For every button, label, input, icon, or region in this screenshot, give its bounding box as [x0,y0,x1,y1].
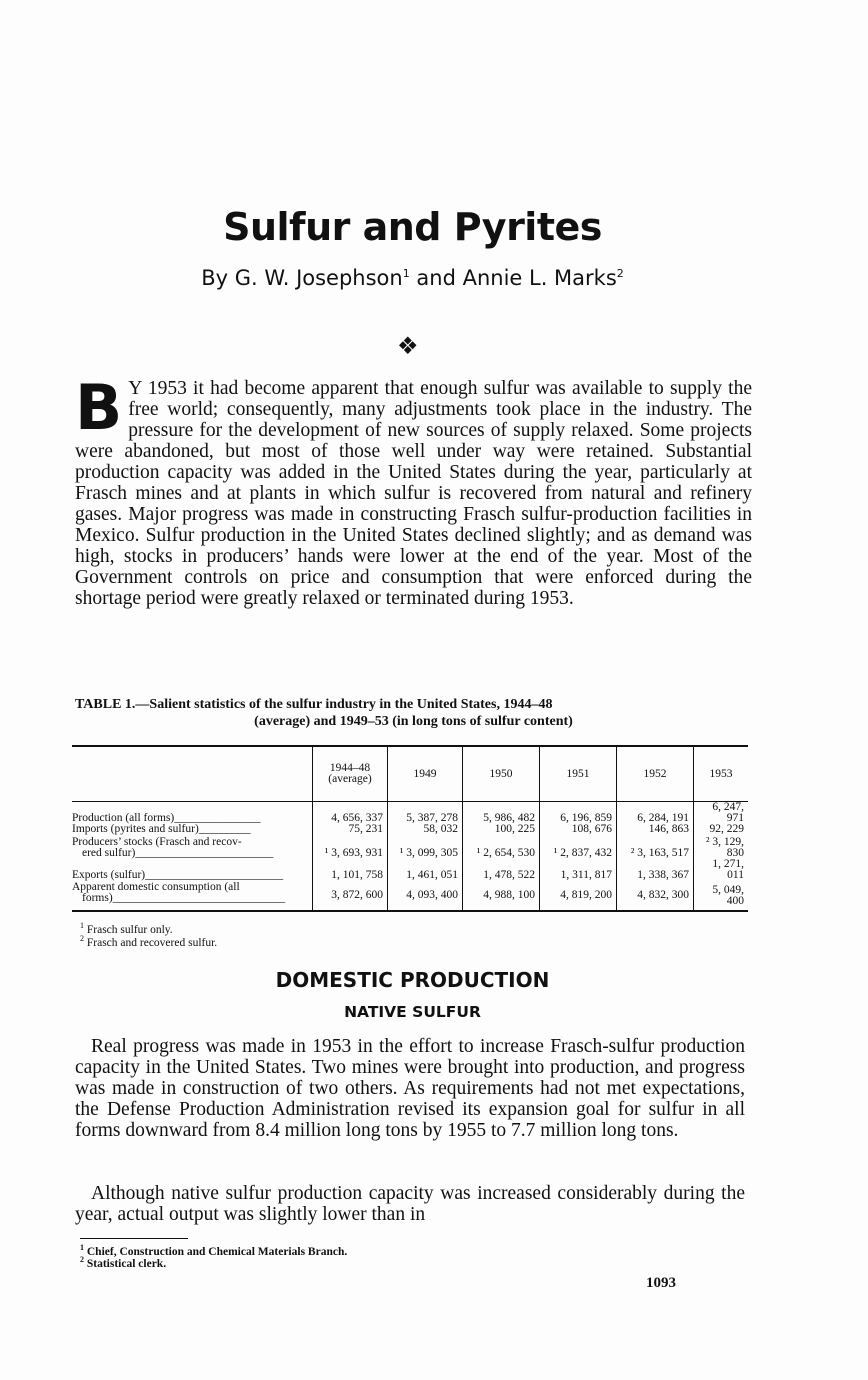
row-label: Production (all forms)_______________ [72,812,261,824]
body-paragraph: Although native sulfur production capacity was increased considerably during the year, actual output was slightly lower than in [75,1183,745,1225]
table-cell: 4, 656, 337 [313,802,388,825]
table-cell: ² 3, 129, 830 [694,835,749,859]
table-cell: 6, 284, 191 [617,802,694,825]
article-title: Sulfur and Pyrites [223,205,602,249]
row-label: Exports (sulfur)________________________ [72,869,284,881]
header-1953: 1953 [694,746,749,802]
intro-paragraph [75,371,752,609]
footnote-rule [80,1238,188,1239]
table-caption-line-2: (average) and 1949–53 (in long tons of sulfur content) [254,714,573,729]
table-cell: 92, 229 [694,824,749,835]
byline [0,266,825,290]
header-1952: 1952 [617,746,694,802]
table-cell: 1, 461, 051 [388,859,463,881]
author-1-mark: 1 [402,267,410,280]
table-cell: 4, 093, 400 [388,881,463,911]
author-1: By G. W. Josephson [201,266,403,290]
table-row [72,859,748,881]
table-footnote: $^1$ Frasch sulfur only. [80,921,173,936]
table-cell: 5, 387, 278 [388,802,463,825]
header-1949: 1949 [388,746,463,802]
section-heading: DOMESTIC PRODUCTION [275,968,550,992]
header-1950: 1950 [463,746,540,802]
table-row [72,802,748,825]
table-cell: 1, 478, 522 [463,859,540,881]
table-cell: ¹ 3, 693, 931 [313,835,388,859]
page-footnote: $^2$ Statistical clerk. [80,1255,167,1270]
table-row [72,881,748,911]
table-cell: 1, 271, 011 [694,859,749,881]
table-caption [75,696,752,730]
drop-cap: B [75,371,123,444]
page-footnote: $^1$ Chief, Construction and Chemical Materials Branch. [80,1243,348,1258]
table-cell: 1, 338, 367 [617,859,694,881]
page-number: 1093 [646,1275,676,1291]
table-row [72,835,748,859]
table-cell: 146, 863 [617,824,694,835]
table-cell: 108, 676 [540,824,617,835]
table-cell: 75, 231 [313,824,388,835]
table-cell: 5, 986, 482 [463,802,540,825]
table-cell: 3, 872, 600 [313,881,388,911]
table-cell: 58, 032 [388,824,463,835]
table-footnote: $^2$ Frasch and recovered sulfur. [80,934,218,949]
table-cell: 5, 049, 400 [694,881,749,911]
table-cell: ¹ 3, 099, 305 [388,835,463,859]
table-caption-line-1: TABLE 1.—Salient statistics of the sulfur industry in the United States, 1944–48 [75,697,553,712]
header-blank [72,746,313,802]
table-cell: 1, 101, 758 [313,859,388,881]
header-1944-48: 1944–48 (average) [313,746,388,802]
table-cell: 6, 247, 971 [694,802,749,825]
table-cell: ² 3, 163, 517 [617,835,694,859]
table-cell: 4, 819, 200 [540,881,617,911]
table-header-row [72,746,748,802]
author-2-mark: 2 [616,267,624,280]
ornament-icon: ❖ [397,334,419,360]
table-cell: ¹ 2, 837, 432 [540,835,617,859]
row-label: Apparent domestic consumption (all forms)______________________________ [72,881,286,904]
table-cell: 4, 988, 100 [463,881,540,911]
subsection-heading: NATIVE SULFUR [344,1003,481,1021]
author-2: and Annie L. Marks [409,266,617,290]
table-row [72,824,748,835]
statistics-table [72,745,748,912]
row-label: Producers’ stocks (Frasch and recov- ered sulfur)________________________ [72,836,274,859]
table-cell: 1, 311, 817 [540,859,617,881]
table-cell: ¹ 2, 654, 530 [463,835,540,859]
intro-text: Y 1953 it had become apparent that enough sulfur was available to supply the free world; consequently, many adjustments took place in the industry. The pressure for the development of new sources of supply relaxed. Some projects were abandoned, but most of those well under way were retained. Substantial production capacity was added in the United States during the year, particularly at Frasch mines and at plants in which sulfur is recovered from natural and refinery gases. Major progress was made in constructing Frasch sulfur-production facilities in Mexico. Sulfur production in the United States declined slightly; and as demand was high, stocks in producers’ hands were lower at the end of the year. Most of the Government controls on price and consumption that were enforced during the shortage period were greatly relaxed or terminated during 1953. [75,378,752,609]
row-label: Imports (pyrites and sulfur)_________ [72,823,251,835]
table-cell: 4, 832, 300 [617,881,694,911]
table-cell: 100, 225 [463,824,540,835]
header-1951: 1951 [540,746,617,802]
table-cell: 6, 196, 859 [540,802,617,825]
body-paragraph: Real progress was made in 1953 in the effort to increase Frasch-sulfur production capacity in the United States. Two mines were brought into production, and progress was made in construction of two others. As requirements had not met expectations, the Defense Production Administration revised its expansion goal for sulfur in all forms downward from 8.4 million long tons by 1955 to 7.7 million long tons. [75,1036,745,1141]
